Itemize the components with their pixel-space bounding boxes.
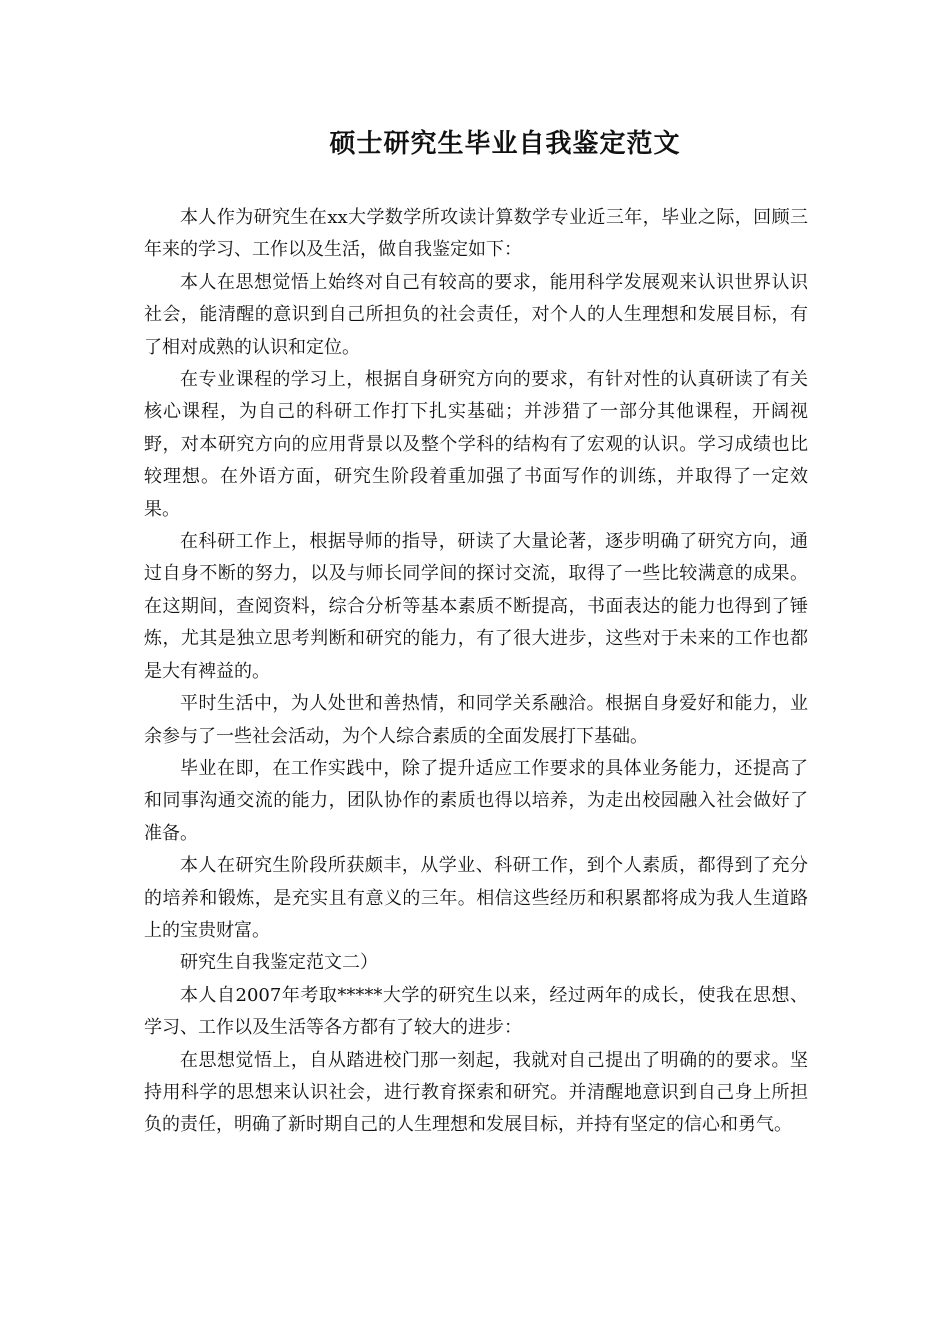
paragraph-sample-two-intro: 本人自2007年考取*****大学的研究生以来，经过两年的成长，使我在思想、学习、工作以及生活等各方都有了较大的进步： xyxy=(144,984,808,1039)
paragraph-research: 在科研工作上，根据导师的指导，研读了大量论著，逐步明确了研究方向，通过自身不断的努力，以及与师长同学间的探讨交流，取得了一些比较满意的成果。在这期间，查阅资料，综合分析等基本素质不断提高，书面表达的能力也得到了锤炼，尤其是独立思考判断和研究的能力，有了很大进步，这些对于未来的工作也都是大有裨益的。 xyxy=(144,531,808,682)
document-body xyxy=(144,202,808,1142)
paragraph-coursework: 在专业课程的学习上，根据自身研究方向的要求，有针对性的认真研读了有关核心课程，为自己的科研工作打下扎实基础；并涉猎了一部分其他课程，开阔视野，对本研究方向的应用背景以及整个学科的结构有了宏观的认识。学习成绩也比较理想。在外语方面，研究生阶段着重加强了书面写作的训练，并取得了一定效果。 xyxy=(144,369,808,520)
paragraph-life: 平时生活中，为人处世和善热情，和同学关系融洽。根据自身爱好和能力，业余参与了一些社会活动，为个人综合素质的全面发展打下基础。 xyxy=(144,693,808,747)
section-heading-sample-two: 研究生自我鉴定范文二） xyxy=(180,952,378,974)
paragraph-graduation: 毕业在即，在工作实践中，除了提升适应工作要求的具体业务能力，还提高了和同事沟通交流的能力，团队协作的素质也得以培养，为走出校园融入社会做好了准备。 xyxy=(144,757,808,844)
paragraph-summary: 本人在研究生阶段所获颇丰，从学业、科研工作，到个人素质，都得到了充分的培养和锻炼，是充实且有意义的三年。相信这些经历和积累都将成为我人生道路上的宝贵财富。 xyxy=(144,855,808,941)
paragraph-intro: 本人作为研究生在xx大学数学所攻读计算数学专业近三年，毕业之际，回顾三年来的学习、工作以及生活，做自我鉴定如下： xyxy=(144,207,808,261)
paragraph-sample-two-ideology: 在思想觉悟上，自从踏进校门那一刻起，我就对自己提出了明确的的要求。坚持用科学的思想来认识社会，进行教育探索和研究。并清醒地意识到自己身上所担负的责任，明确了新时期自己的人生理想和发展目标，并持有坚定的信心和勇气。 xyxy=(144,1049,808,1136)
document-title: 硕士研究生毕业自我鉴定范文 xyxy=(329,129,681,159)
paragraph-ideology: 本人在思想觉悟上始终对自己有较高的要求，能用科学发展观来认识世界认识社会，能清醒的意识到自己所担负的社会责任，对个人的人生理想和发展目标，有了相对成熟的认识和定位。 xyxy=(144,271,808,358)
